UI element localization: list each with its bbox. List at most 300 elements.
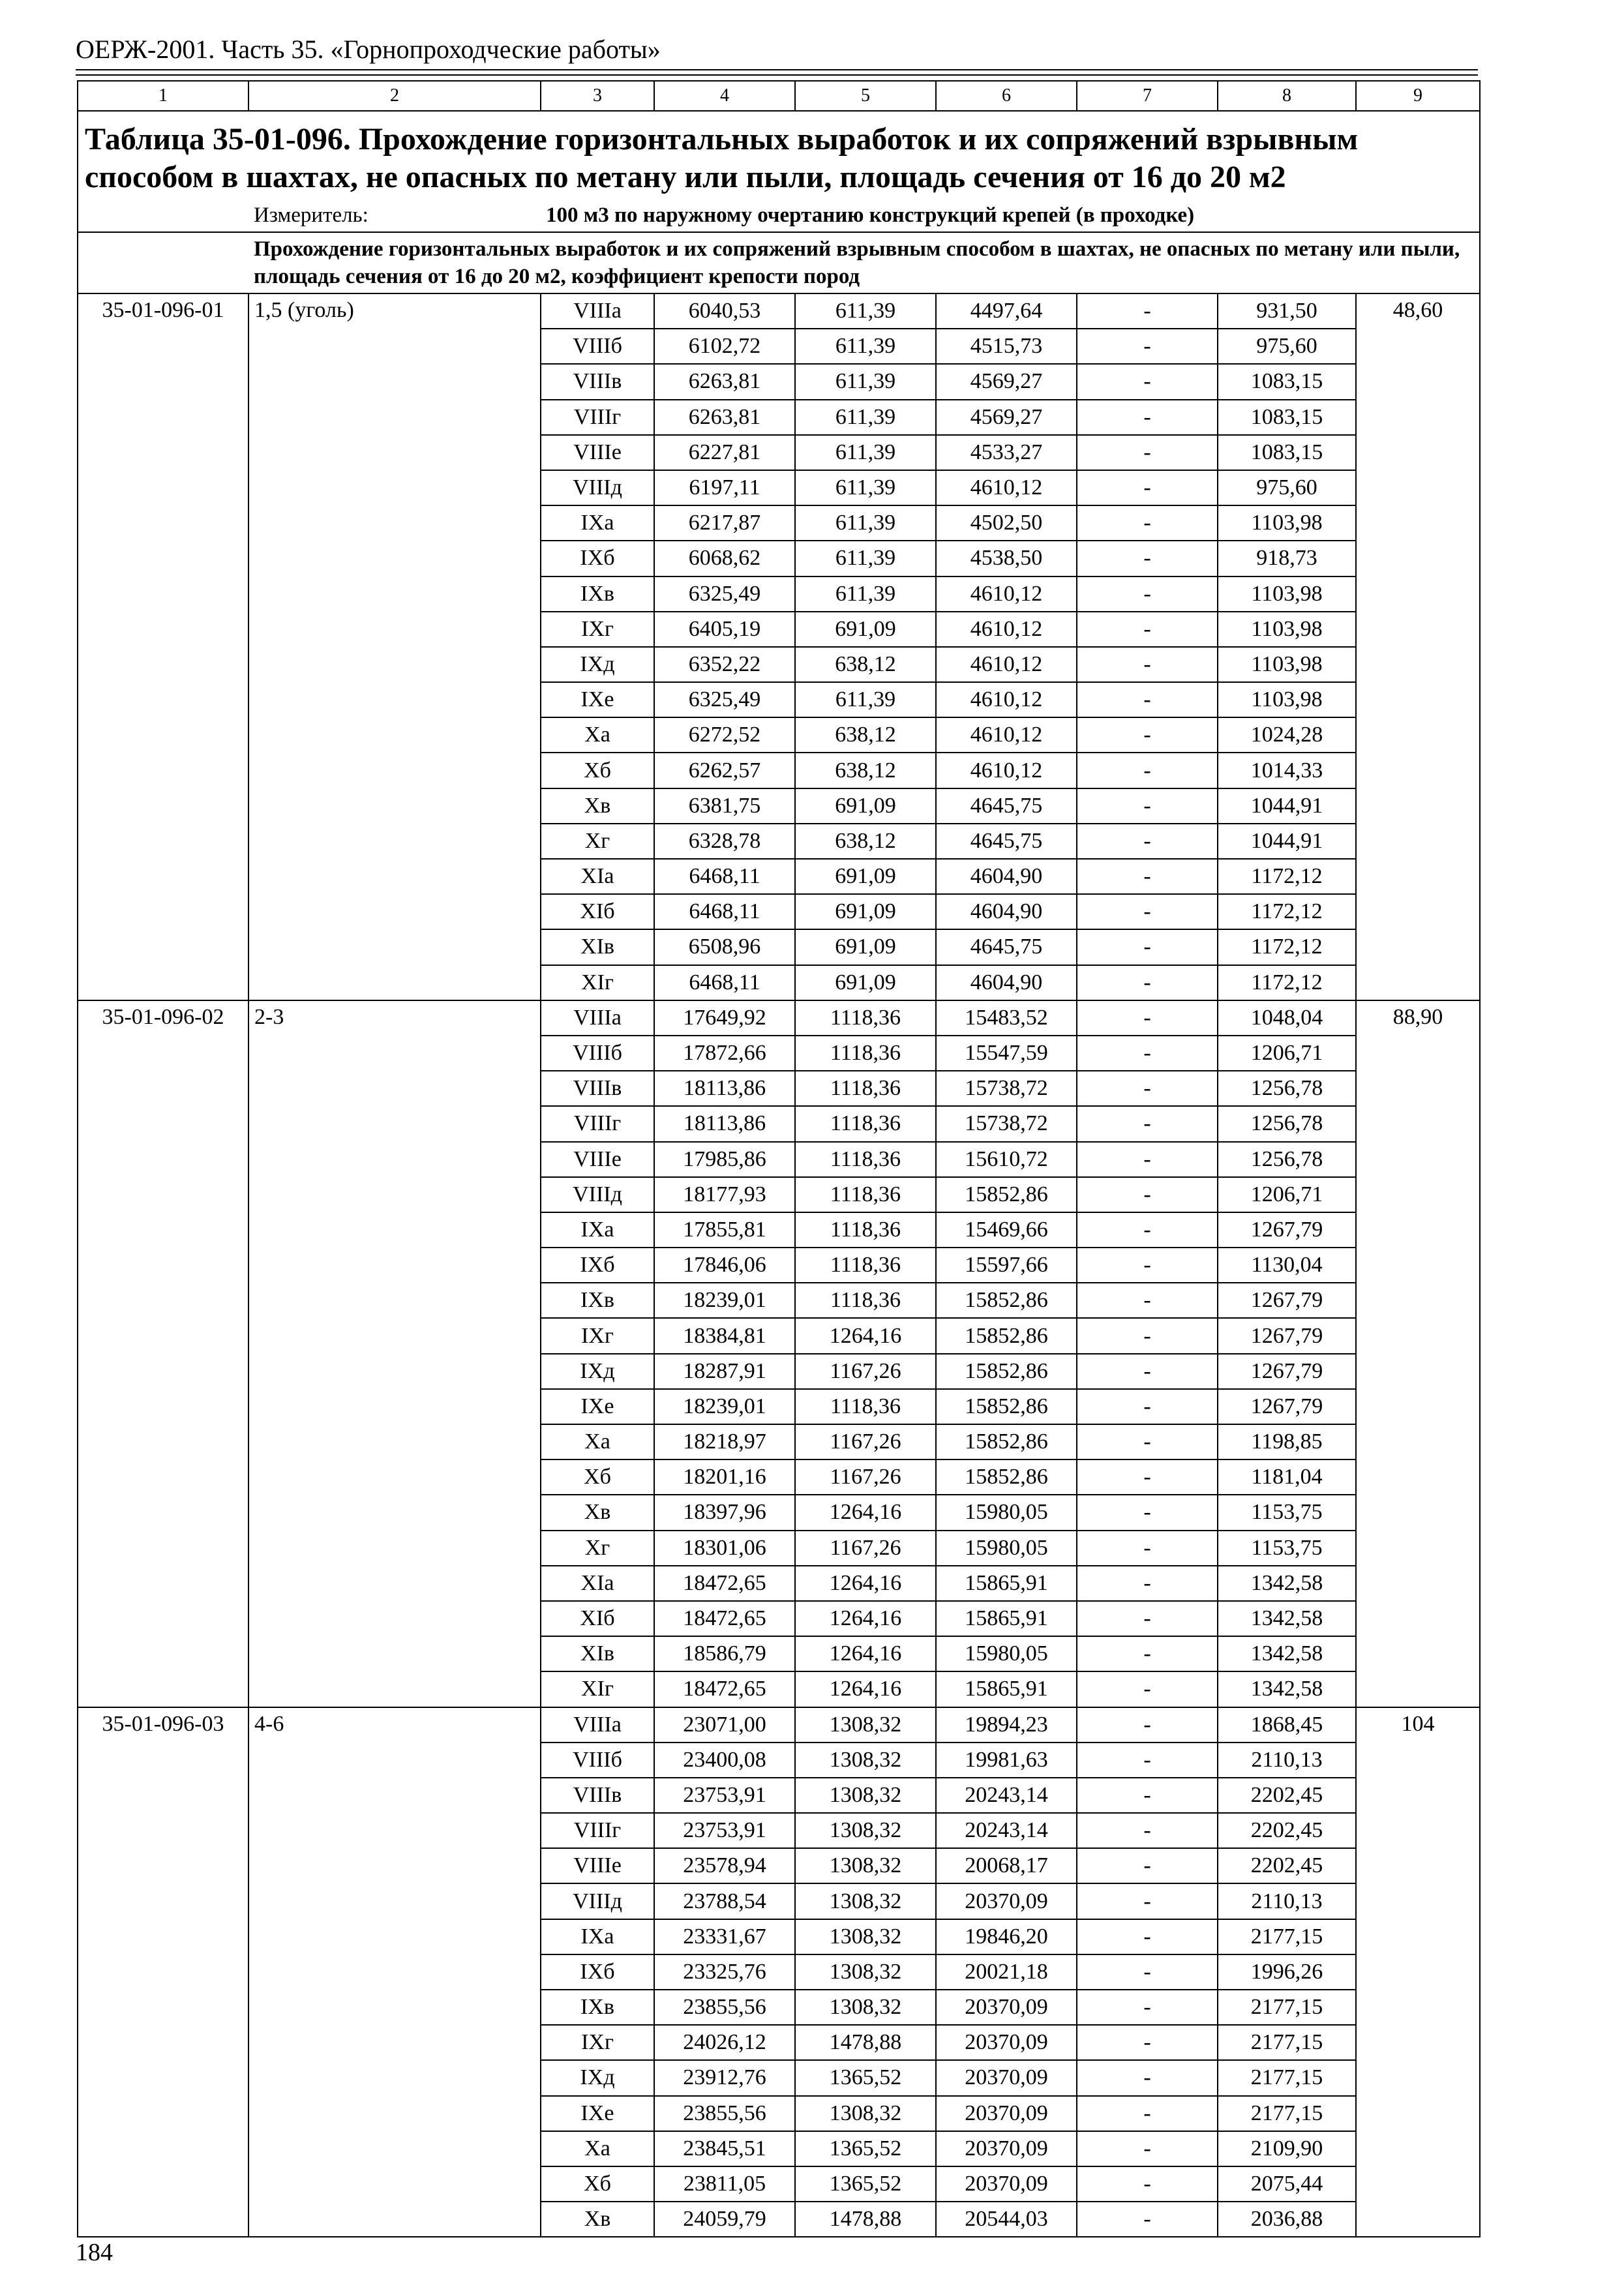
category: VIIIа: [541, 1707, 654, 1743]
labor-cost: 1118,36: [795, 1071, 936, 1106]
driver-wage: -: [1077, 1531, 1218, 1566]
machine-cost: 4645,75: [936, 788, 1077, 824]
labor-cost: 691,09: [795, 788, 936, 824]
labor-cost: 611,39: [795, 364, 936, 399]
header-rule-top: [76, 69, 1478, 70]
table-row: [78, 1000, 1480, 1036]
machine-cost: 15980,05: [936, 1636, 1077, 1671]
machine-cost: 15852,86: [936, 1424, 1077, 1459]
machine-cost: 15547,59: [936, 1036, 1077, 1071]
total-cost: 6468,11: [654, 859, 795, 894]
category: VIIIе: [541, 1848, 654, 1883]
driver-wage: -: [1077, 647, 1218, 682]
total-cost: 17985,86: [654, 1142, 795, 1177]
machine-cost: 4604,90: [936, 965, 1077, 1000]
driver-wage: -: [1077, 2131, 1218, 2166]
machine-cost: 4645,75: [936, 929, 1077, 965]
labor-cost: 1308,32: [795, 1848, 936, 1883]
total-cost: 18301,06: [654, 1531, 795, 1566]
labor-cost: 1478,88: [795, 2202, 936, 2237]
rock-hardness: 2-3: [248, 1000, 541, 1707]
driver-wage: -: [1077, 1495, 1218, 1530]
labor-cost: 1167,26: [795, 1424, 936, 1459]
materials-cost: 2202,45: [1218, 1778, 1356, 1813]
machine-cost: 20243,14: [936, 1813, 1077, 1848]
category: IXв: [541, 576, 654, 612]
labor-cost: 1264,16: [795, 1601, 936, 1636]
labor-cost: 638,12: [795, 717, 936, 753]
machine-cost: 15852,86: [936, 1354, 1077, 1389]
category: IXб: [541, 541, 654, 576]
driver-wage: -: [1077, 612, 1218, 647]
category: XIг: [541, 965, 654, 1000]
driver-wage: -: [1077, 1318, 1218, 1353]
labor-cost: 1167,26: [795, 1354, 936, 1389]
total-cost: 18287,91: [654, 1354, 795, 1389]
labor-cost: 1118,36: [795, 1212, 936, 1248]
labor-cost: 1308,32: [795, 1778, 936, 1813]
machine-cost: 15865,91: [936, 1601, 1077, 1636]
category: VIIIа: [541, 293, 654, 329]
total-cost: 6272,52: [654, 717, 795, 753]
total-cost: 24059,79: [654, 2202, 795, 2237]
category: IXа: [541, 1212, 654, 1248]
driver-wage: -: [1077, 576, 1218, 612]
labor-cost: 691,09: [795, 965, 936, 1000]
description-row: [78, 232, 1480, 293]
total-cost: 24026,12: [654, 2025, 795, 2060]
column-number: 1: [78, 81, 248, 111]
materials-cost: 1044,91: [1218, 824, 1356, 859]
materials-cost: 2177,15: [1218, 2060, 1356, 2095]
materials-cost: 1256,78: [1218, 1071, 1356, 1106]
category: XIа: [541, 859, 654, 894]
total-cost: 23855,56: [654, 1990, 795, 2025]
materials-cost: 1996,26: [1218, 1954, 1356, 1990]
driver-wage: -: [1077, 505, 1218, 541]
category: Xб: [541, 753, 654, 788]
total-cost: 6381,75: [654, 788, 795, 824]
machine-cost: 20370,09: [936, 1990, 1077, 2025]
labor-cost: 1118,36: [795, 1177, 936, 1212]
materials-cost: 1181,04: [1218, 1459, 1356, 1495]
machine-cost: 15852,86: [936, 1389, 1077, 1424]
measure-value: 100 м3 по наружному очертанию конструкций крепей (в проходке): [541, 199, 1480, 232]
machine-cost: 20370,09: [936, 2166, 1077, 2202]
total-cost: 6468,11: [654, 965, 795, 1000]
materials-cost: 2177,15: [1218, 1990, 1356, 2025]
rate-code: 35-01-096-02: [78, 1000, 248, 1707]
labor-cost: 611,39: [795, 470, 936, 505]
materials-cost: 918,73: [1218, 541, 1356, 576]
category: IXа: [541, 505, 654, 541]
labor-cost: 1308,32: [795, 1743, 936, 1778]
category: Xа: [541, 717, 654, 753]
driver-wage: -: [1077, 1848, 1218, 1883]
category: XIа: [541, 1566, 654, 1601]
labor-cost: 638,12: [795, 753, 936, 788]
labor-cost: 611,39: [795, 541, 936, 576]
materials-cost: 975,60: [1218, 329, 1356, 364]
machine-cost: 20370,09: [936, 2096, 1077, 2131]
labor-cost: 611,39: [795, 400, 936, 435]
machine-cost: 15852,86: [936, 1283, 1077, 1318]
category: VIIIв: [541, 364, 654, 399]
category: IXв: [541, 1990, 654, 2025]
materials-cost: 1868,45: [1218, 1707, 1356, 1743]
total-cost: 6068,62: [654, 541, 795, 576]
category: Xв: [541, 788, 654, 824]
labor-cost: 1167,26: [795, 1531, 936, 1566]
driver-wage: -: [1077, 1636, 1218, 1671]
table-title: Таблица 35-01-096. Прохождение горизонтальных выработок и их сопряжений взрывным способом в шахтах, не опасных по метану или пыли, площадь сечения от 16 до 20 м2: [78, 111, 1480, 199]
category: XIв: [541, 1636, 654, 1671]
driver-wage: -: [1077, 1177, 1218, 1212]
total-cost: 6405,19: [654, 612, 795, 647]
labor-cost: 1167,26: [795, 1459, 936, 1495]
total-cost: 18201,16: [654, 1459, 795, 1495]
machine-cost: 20370,09: [936, 2131, 1077, 2166]
total-cost: 23325,76: [654, 1954, 795, 1990]
category: IXд: [541, 2060, 654, 2095]
materials-cost: 2075,44: [1218, 2166, 1356, 2202]
materials-cost: 1267,79: [1218, 1389, 1356, 1424]
total-cost: 6263,81: [654, 400, 795, 435]
materials-cost: 1172,12: [1218, 894, 1356, 929]
category: Xб: [541, 1459, 654, 1495]
labor-hours: 48,60: [1356, 293, 1480, 1000]
machine-cost: 20068,17: [936, 1848, 1077, 1883]
total-cost: 6508,96: [654, 929, 795, 965]
category: IXг: [541, 1318, 654, 1353]
machine-cost: 15852,86: [936, 1459, 1077, 1495]
total-cost: 18239,01: [654, 1389, 795, 1424]
labor-cost: 611,39: [795, 329, 936, 364]
labor-cost: 638,12: [795, 824, 936, 859]
labor-cost: 1264,16: [795, 1636, 936, 1671]
machine-cost: 19894,23: [936, 1707, 1077, 1743]
category: VIIIе: [541, 1142, 654, 1177]
driver-wage: -: [1077, 470, 1218, 505]
labor-cost: 611,39: [795, 435, 936, 470]
total-cost: 18113,86: [654, 1071, 795, 1106]
machine-cost: 20370,09: [936, 2025, 1077, 2060]
materials-cost: 1198,85: [1218, 1424, 1356, 1459]
materials-cost: 2177,15: [1218, 2025, 1356, 2060]
measure-row: [78, 199, 1480, 232]
rate-code: 35-01-096-03: [78, 1707, 248, 2237]
total-cost: 6102,72: [654, 329, 795, 364]
rate-code: 35-01-096-01: [78, 293, 248, 1000]
labor-cost: 1308,32: [795, 1707, 936, 1743]
labor-cost: 1118,36: [795, 1106, 936, 1141]
column-number: 2: [248, 81, 541, 111]
driver-wage: -: [1077, 1106, 1218, 1141]
materials-cost: 2110,13: [1218, 1743, 1356, 1778]
category: VIIIв: [541, 1071, 654, 1106]
materials-cost: 1342,58: [1218, 1566, 1356, 1601]
total-cost: 18218,97: [654, 1424, 795, 1459]
table-row: [78, 1707, 1480, 1743]
total-cost: 23855,56: [654, 2096, 795, 2131]
driver-wage: -: [1077, 1919, 1218, 1954]
header-rule-bottom: [76, 74, 1478, 76]
category: IXг: [541, 2025, 654, 2060]
category: XIг: [541, 1671, 654, 1707]
category: VIIIд: [541, 1883, 654, 1919]
machine-cost: 4569,27: [936, 364, 1077, 399]
labor-cost: 691,09: [795, 612, 936, 647]
labor-cost: 1308,32: [795, 1813, 936, 1848]
labor-cost: 611,39: [795, 576, 936, 612]
machine-cost: 15597,66: [936, 1248, 1077, 1283]
driver-wage: -: [1077, 1566, 1218, 1601]
labor-cost: 1308,32: [795, 1990, 936, 2025]
materials-cost: 2109,90: [1218, 2131, 1356, 2166]
driver-wage: -: [1077, 1778, 1218, 1813]
driver-wage: -: [1077, 1671, 1218, 1707]
materials-cost: 2036,88: [1218, 2202, 1356, 2237]
driver-wage: -: [1077, 2096, 1218, 2131]
column-number: 6: [936, 81, 1077, 111]
driver-wage: -: [1077, 1036, 1218, 1071]
total-cost: 6197,11: [654, 470, 795, 505]
total-cost: 6040,53: [654, 293, 795, 329]
materials-cost: 1172,12: [1218, 929, 1356, 965]
driver-wage: -: [1077, 1743, 1218, 1778]
total-cost: 23753,91: [654, 1813, 795, 1848]
machine-cost: 20370,09: [936, 2060, 1077, 2095]
category: VIIIб: [541, 1036, 654, 1071]
category: Xб: [541, 2166, 654, 2202]
materials-cost: 1103,98: [1218, 682, 1356, 717]
machine-cost: 4502,50: [936, 505, 1077, 541]
category: IXа: [541, 1919, 654, 1954]
total-cost: 23845,51: [654, 2131, 795, 2166]
total-cost: 23400,08: [654, 1743, 795, 1778]
labor-cost: 1264,16: [795, 1671, 936, 1707]
category: VIIIа: [541, 1000, 654, 1036]
driver-wage: -: [1077, 1990, 1218, 2025]
labor-cost: 638,12: [795, 647, 936, 682]
driver-wage: -: [1077, 329, 1218, 364]
column-number: 8: [1218, 81, 1356, 111]
materials-cost: 1103,98: [1218, 576, 1356, 612]
driver-wage: -: [1077, 293, 1218, 329]
machine-cost: 20243,14: [936, 1778, 1077, 1813]
machine-cost: 15852,86: [936, 1177, 1077, 1212]
labor-cost: 1365,52: [795, 2060, 936, 2095]
driver-wage: -: [1077, 859, 1218, 894]
total-cost: 6217,87: [654, 505, 795, 541]
driver-wage: -: [1077, 2025, 1218, 2060]
materials-cost: 1256,78: [1218, 1106, 1356, 1141]
category: IXе: [541, 1389, 654, 1424]
column-index-row: [78, 81, 1480, 111]
labor-cost: 1118,36: [795, 1036, 936, 1071]
materials-cost: 1342,58: [1218, 1636, 1356, 1671]
machine-cost: 15738,72: [936, 1106, 1077, 1141]
category: IXе: [541, 2096, 654, 2131]
driver-wage: -: [1077, 1707, 1218, 1743]
labor-cost: 1365,52: [795, 2131, 936, 2166]
materials-cost: 1206,71: [1218, 1177, 1356, 1212]
machine-cost: 4497,64: [936, 293, 1077, 329]
total-cost: 6263,81: [654, 364, 795, 399]
category: Xг: [541, 1531, 654, 1566]
driver-wage: -: [1077, 965, 1218, 1000]
machine-cost: 4610,12: [936, 576, 1077, 612]
machine-cost: 4610,12: [936, 647, 1077, 682]
labor-cost: 1264,16: [795, 1566, 936, 1601]
category: VIIIе: [541, 435, 654, 470]
total-cost: 18472,65: [654, 1671, 795, 1707]
machine-cost: 4610,12: [936, 753, 1077, 788]
category: IXг: [541, 612, 654, 647]
category: VIIIг: [541, 1813, 654, 1848]
rock-hardness: 1,5 (уголь): [248, 293, 541, 1000]
machine-cost: 15865,91: [936, 1671, 1077, 1707]
column-number: 7: [1077, 81, 1218, 111]
driver-wage: -: [1077, 717, 1218, 753]
machine-cost: 4538,50: [936, 541, 1077, 576]
machine-cost: 15469,66: [936, 1212, 1077, 1248]
labor-cost: 611,39: [795, 505, 936, 541]
materials-cost: 1130,04: [1218, 1248, 1356, 1283]
materials-cost: 1014,33: [1218, 753, 1356, 788]
category: VIIIб: [541, 329, 654, 364]
materials-cost: 1256,78: [1218, 1142, 1356, 1177]
category: VIIIг: [541, 1106, 654, 1141]
driver-wage: -: [1077, 400, 1218, 435]
table-body: [78, 81, 1480, 2237]
machine-cost: 20370,09: [936, 1883, 1077, 1919]
materials-cost: 1103,98: [1218, 612, 1356, 647]
total-cost: 23788,54: [654, 1883, 795, 1919]
driver-wage: -: [1077, 1071, 1218, 1106]
machine-cost: 20544,03: [936, 2202, 1077, 2237]
measure-label: Измеритель:: [254, 203, 368, 227]
driver-wage: -: [1077, 1354, 1218, 1389]
category: XIб: [541, 894, 654, 929]
driver-wage: -: [1077, 1142, 1218, 1177]
total-cost: 18177,93: [654, 1177, 795, 1212]
driver-wage: -: [1077, 788, 1218, 824]
materials-cost: 1103,98: [1218, 505, 1356, 541]
labor-cost: 1118,36: [795, 1000, 936, 1036]
labor-cost: 1264,16: [795, 1495, 936, 1530]
column-number: 4: [654, 81, 795, 111]
materials-cost: 1024,28: [1218, 717, 1356, 753]
category: Xв: [541, 2202, 654, 2237]
driver-wage: -: [1077, 1459, 1218, 1495]
materials-cost: 975,60: [1218, 470, 1356, 505]
machine-cost: 15852,86: [936, 1318, 1077, 1353]
machine-cost: 19846,20: [936, 1919, 1077, 1954]
rock-hardness: 4-6: [248, 1707, 541, 2237]
materials-cost: 1267,79: [1218, 1212, 1356, 1248]
category: IXв: [541, 1283, 654, 1318]
labor-cost: 1118,36: [795, 1283, 936, 1318]
machine-cost: 15865,91: [936, 1566, 1077, 1601]
category: IXб: [541, 1248, 654, 1283]
driver-wage: -: [1077, 753, 1218, 788]
materials-cost: 2110,13: [1218, 1883, 1356, 1919]
total-cost: 23753,91: [654, 1778, 795, 1813]
category: VIIIв: [541, 1778, 654, 1813]
category: VIIIд: [541, 1177, 654, 1212]
total-cost: 23331,67: [654, 1919, 795, 1954]
total-cost: 18384,81: [654, 1318, 795, 1353]
labor-cost: 1365,52: [795, 2166, 936, 2202]
total-cost: 18239,01: [654, 1283, 795, 1318]
machine-cost: 15610,72: [936, 1142, 1077, 1177]
driver-wage: -: [1077, 541, 1218, 576]
total-cost: 17872,66: [654, 1036, 795, 1071]
driver-wage: -: [1077, 2202, 1218, 2237]
materials-cost: 1153,75: [1218, 1495, 1356, 1530]
category: Xа: [541, 1424, 654, 1459]
total-cost: 6325,49: [654, 682, 795, 717]
page-number: 184: [76, 2239, 113, 2266]
total-cost: 17855,81: [654, 1212, 795, 1248]
materials-cost: 2202,45: [1218, 1813, 1356, 1848]
total-cost: 6468,11: [654, 894, 795, 929]
materials-cost: 1172,12: [1218, 859, 1356, 894]
rates-table: [77, 80, 1481, 2237]
total-cost: 23912,76: [654, 2060, 795, 2095]
total-cost: 17846,06: [654, 1248, 795, 1283]
column-number: 9: [1356, 81, 1480, 111]
total-cost: 6262,57: [654, 753, 795, 788]
materials-cost: 1103,98: [1218, 647, 1356, 682]
total-cost: 6325,49: [654, 576, 795, 612]
total-cost: 18397,96: [654, 1495, 795, 1530]
machine-cost: 19981,63: [936, 1743, 1077, 1778]
labor-cost: 1308,32: [795, 2096, 936, 2131]
labor-cost: 611,39: [795, 293, 936, 329]
driver-wage: -: [1077, 364, 1218, 399]
driver-wage: -: [1077, 824, 1218, 859]
machine-cost: 4569,27: [936, 400, 1077, 435]
total-cost: 23071,00: [654, 1707, 795, 1743]
driver-wage: -: [1077, 929, 1218, 965]
column-number: 5: [795, 81, 936, 111]
materials-cost: 1206,71: [1218, 1036, 1356, 1071]
labor-cost: 1308,32: [795, 1954, 936, 1990]
materials-cost: 1342,58: [1218, 1601, 1356, 1636]
driver-wage: -: [1077, 1000, 1218, 1036]
driver-wage: -: [1077, 1389, 1218, 1424]
category: VIIIб: [541, 1743, 654, 1778]
labor-cost: 1118,36: [795, 1389, 936, 1424]
category: IXд: [541, 1354, 654, 1389]
machine-cost: 15980,05: [936, 1495, 1077, 1530]
description: Прохождение горизонтальных выработок и их сопряжений взрывным способом в шахтах, не опасных по метану или пыли, площадь сечения от 16 до 20 м2, коэффициент крепости пород: [248, 232, 1480, 293]
labor-cost: 1118,36: [795, 1142, 936, 1177]
labor-cost: 611,39: [795, 682, 936, 717]
materials-cost: 2177,15: [1218, 1919, 1356, 1954]
machine-cost: 4610,12: [936, 612, 1077, 647]
labor-hours: 88,90: [1356, 1000, 1480, 1707]
title-row: [78, 111, 1480, 199]
category: XIв: [541, 929, 654, 965]
materials-cost: 1172,12: [1218, 965, 1356, 1000]
machine-cost: 4610,12: [936, 717, 1077, 753]
materials-cost: 1044,91: [1218, 788, 1356, 824]
total-cost: 18472,65: [654, 1601, 795, 1636]
category: VIIIд: [541, 470, 654, 505]
